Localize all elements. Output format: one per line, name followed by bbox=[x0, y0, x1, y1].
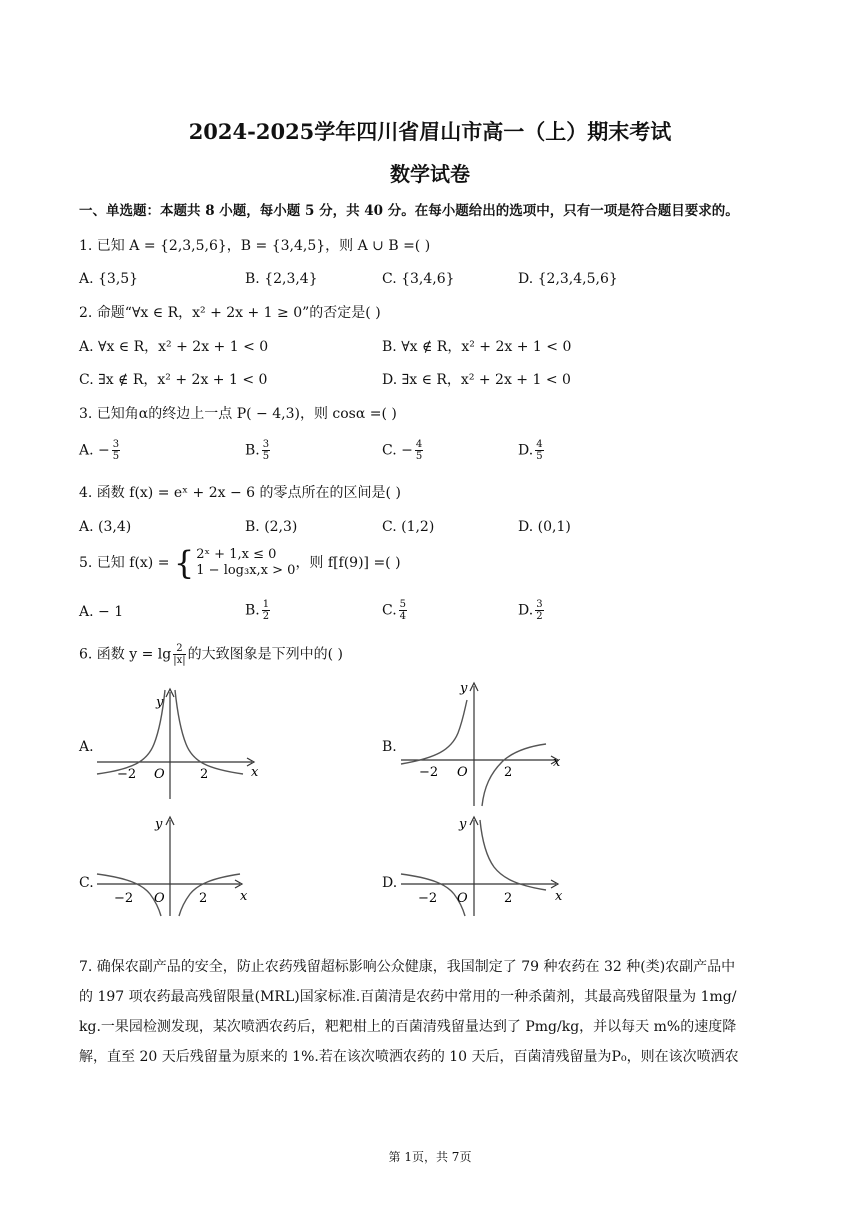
axis-x-label: x bbox=[251, 765, 259, 780]
question-3-option-a: A. − $\frac{3}{5}$ bbox=[79, 439, 120, 462]
axis-y-label: y bbox=[459, 817, 467, 832]
question-5-option-c: C. $\frac{5}{4}$ bbox=[382, 599, 407, 622]
question-1-option-d: D. {2,3,4,5,6} bbox=[518, 271, 618, 287]
question-2-stem: 2. 命题“∀x ∈ R，x² + 2x + 1 ≥ 0”的否定是( ) bbox=[79, 305, 381, 321]
question-5-option-b: B. $\frac{1}{2}$ bbox=[245, 599, 270, 622]
tick-neg-label: −2 bbox=[114, 891, 134, 906]
question-3-option-d: D. $\frac{4}{5}$ bbox=[518, 439, 543, 462]
question-1-option-b: B. {2,3,4} bbox=[245, 271, 318, 287]
question-5-stem: 5. 已知 f(x) = { 2ˣ + 1,x ≤ 0 1 − log₃x,x > 0 ，则 f[f(9)] =( ) bbox=[79, 544, 401, 582]
question-6-stem: 6. 函数 y = lg $\frac{2}{|x|}$ 的大致图象是下列中的( ) bbox=[79, 643, 344, 666]
origin-label: O bbox=[457, 765, 468, 780]
tick-pos-label: 2 bbox=[200, 767, 209, 782]
question-2-option-c: C. ∃x ∉ R，x² + 2x + 1 < 0 bbox=[79, 372, 268, 388]
question-5-option-a: A. − 1 bbox=[79, 604, 124, 620]
question-7-text bbox=[79, 952, 783, 1072]
curve-right bbox=[482, 744, 546, 806]
page-footer: 第 1页，共 7页 bbox=[388, 1150, 472, 1164]
graph-a bbox=[92, 684, 272, 802]
axis-y-label: y bbox=[155, 817, 163, 832]
question-7-line-4: 解，直至 20 天后残留量为原来的 1%.若在该次喷洒农药的 10 天后，百菌清残留量为P₀，则在该次喷洒农 bbox=[79, 1049, 739, 1065]
question-4-option-c: C. (1,2) bbox=[382, 519, 435, 535]
curve-right bbox=[179, 874, 240, 916]
tick-neg-label: −2 bbox=[419, 765, 439, 780]
question-7-line-1: 7. 确保农副产品的安全，防止农药残留超标影响公众健康，我国制定了 79 种农药在 32 种(类)农副产品中 bbox=[79, 959, 736, 975]
question-1-stem: 1. 已知 A = {2,3,5,6}，B = {3,4,5}，则 A ∪ B =( ) bbox=[79, 238, 431, 254]
tick-pos-label: 2 bbox=[504, 765, 513, 780]
graph-d-label: D. bbox=[382, 875, 398, 891]
origin-label: O bbox=[154, 891, 165, 906]
question-1-option-a: A. {3,5} bbox=[79, 271, 139, 287]
question-2-option-a: A. ∀x ∈ R，x² + 2x + 1 < 0 bbox=[79, 339, 269, 355]
axis-x-label: x bbox=[553, 755, 561, 770]
question-4-option-d: D. (0,1) bbox=[518, 519, 571, 535]
question-5-option-d: D. $\frac{3}{2}$ bbox=[518, 599, 543, 622]
axis-x-label: x bbox=[240, 889, 248, 904]
question-3-option-b: B. $\frac{3}{5}$ bbox=[245, 439, 270, 462]
question-7-line-2: 的 197 项农药最高残留限量(MRL)国家标准.百菌清是农药中常用的一种杀菌剂，其最高残留限量为 1mg/ bbox=[79, 989, 737, 1005]
tick-neg-label: −2 bbox=[418, 891, 438, 906]
question-7-line-3: kg.一果园检测发现，某次喷洒农药后，粑粑柑上的百菌清残留量达到了 Pmg/kg，并以每天 m%的速度降 bbox=[79, 1019, 737, 1035]
tick-neg-label: −2 bbox=[117, 767, 137, 782]
graph-a-label: A. bbox=[79, 739, 94, 755]
graph-b-label: B. bbox=[382, 739, 397, 755]
question-3-option-c: C. − $\frac{4}{5}$ bbox=[382, 439, 423, 462]
tick-pos-label: 2 bbox=[504, 891, 513, 906]
page-subtitle: 数学试卷 bbox=[390, 162, 470, 186]
question-2-option-b: B. ∀x ∉ R，x² + 2x + 1 < 0 bbox=[382, 339, 572, 355]
question-3-stem: 3. 已知角α的终边上一点 P( − 4,3)，则 cosα =( ) bbox=[79, 406, 397, 422]
graph-d bbox=[396, 812, 576, 918]
axis-y-label: y bbox=[460, 681, 468, 696]
question-1-option-c: C. {3,4,6} bbox=[382, 271, 455, 287]
origin-label: O bbox=[457, 891, 468, 906]
question-4-stem: 4. 函数 f(x) = eˣ + 2x − 6 的零点所在的区间是( ) bbox=[79, 485, 401, 501]
graph-c bbox=[92, 812, 262, 918]
graph-c-label: C. bbox=[79, 875, 94, 891]
question-2-option-d: D. ∃x ∈ R，x² + 2x + 1 < 0 bbox=[382, 372, 571, 388]
page-title: 2024-2025学年四川省眉山市高一（上）期末考试 bbox=[188, 119, 672, 144]
tick-pos-label: 2 bbox=[199, 891, 208, 906]
curve-left bbox=[401, 700, 467, 764]
question-4-option-a: A. (3,4) bbox=[79, 519, 132, 535]
graph-b bbox=[396, 678, 576, 810]
axis-x-label: x bbox=[555, 889, 563, 904]
section-heading: 一、单选题：本题共 8 小题，每小题 5 分，共 40 分。在每小题给出的选项中，只有一项是符合题目要求的。 bbox=[79, 203, 739, 219]
question-4-option-b: B. (2,3) bbox=[245, 519, 298, 535]
axis-y-label: y bbox=[156, 695, 164, 710]
origin-label: O bbox=[154, 767, 165, 782]
curve-right bbox=[480, 820, 546, 890]
